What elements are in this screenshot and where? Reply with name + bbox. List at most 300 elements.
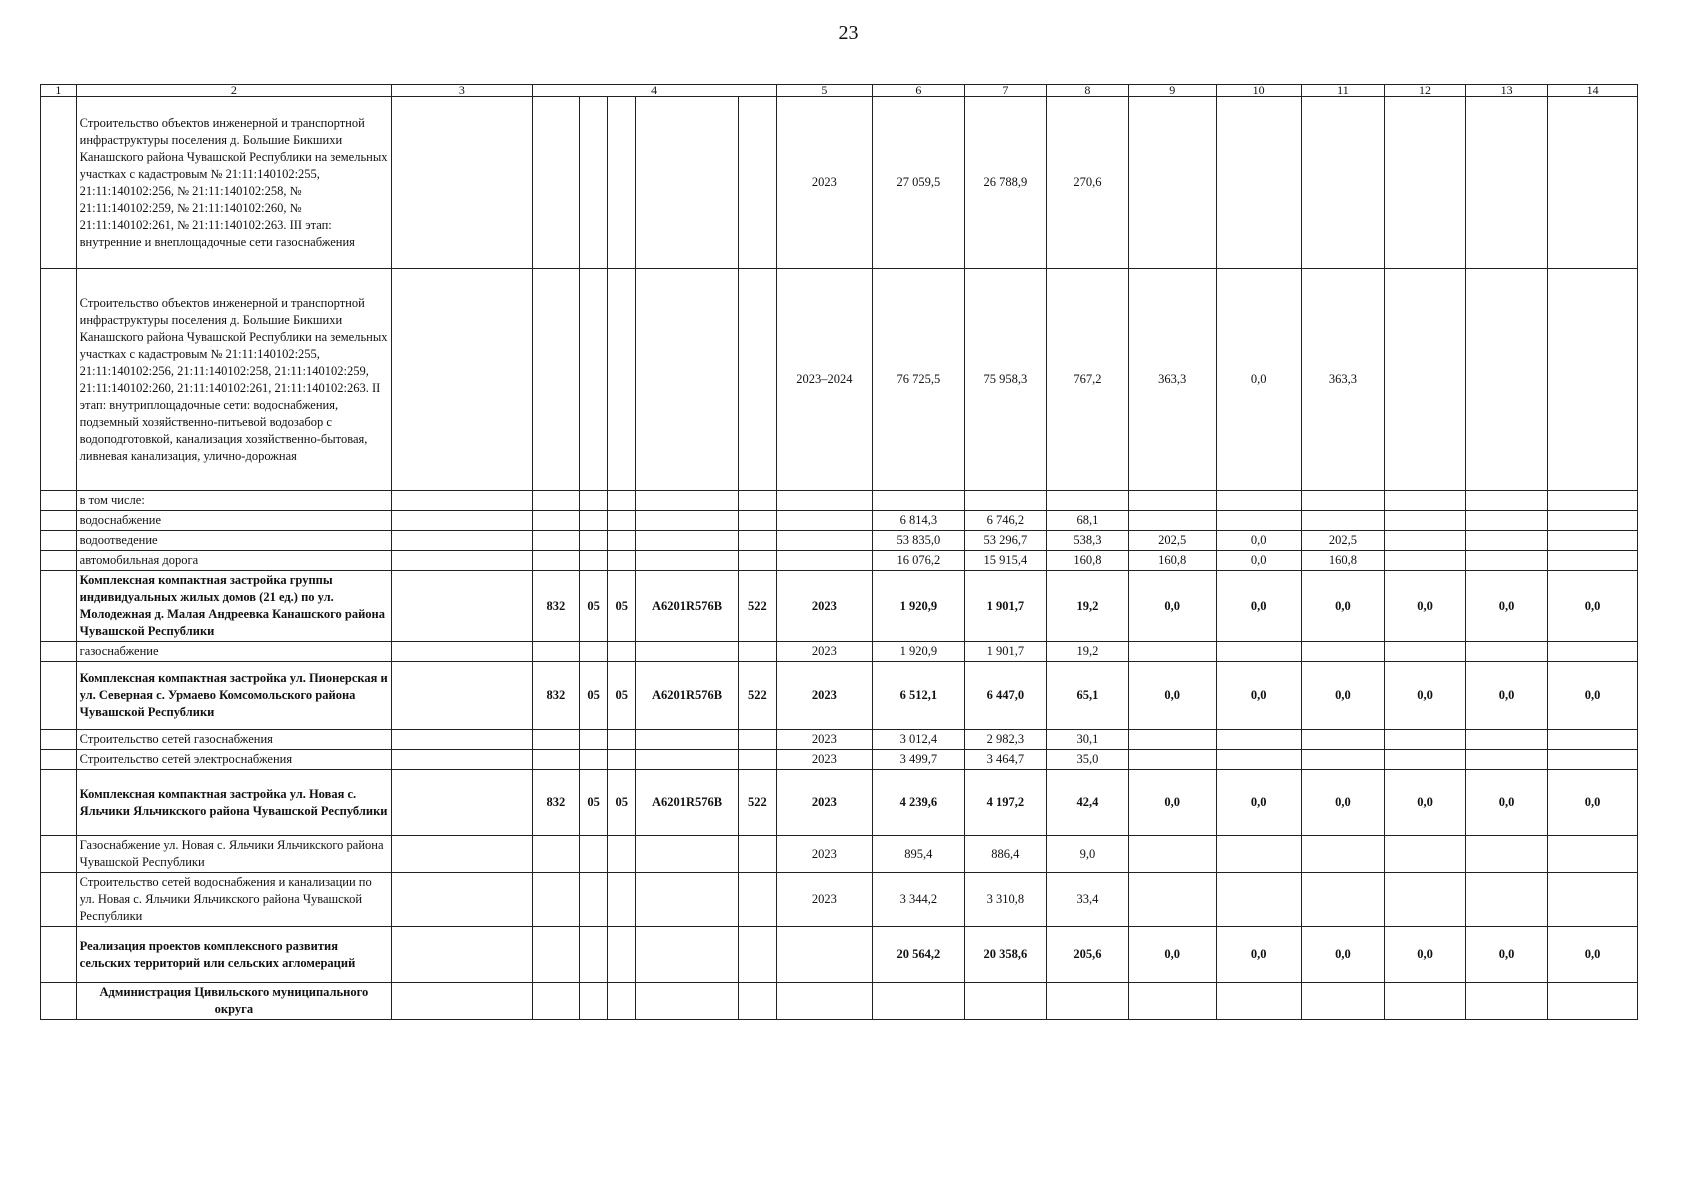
cell-c12: [1385, 551, 1466, 571]
cell-c13: [1466, 97, 1548, 269]
cell-pr: [608, 873, 636, 927]
cell-vr: 522: [738, 662, 776, 730]
row-number-cell: [41, 511, 77, 531]
cell-c7: 20 358,6: [964, 927, 1046, 983]
table-row: [41, 571, 1638, 642]
row-number-cell: [41, 730, 77, 750]
cell-c8: 65,1: [1046, 662, 1128, 730]
header-cell: 11: [1301, 85, 1384, 97]
cell-c9: 0,0: [1128, 662, 1216, 730]
cell-rz: [580, 836, 608, 873]
cell-year: 2023: [776, 873, 872, 927]
cell-c6: 3 499,7: [872, 750, 964, 770]
row-number-cell: [41, 836, 77, 873]
cell-pr: [608, 491, 636, 511]
cell-c14: [1548, 873, 1638, 927]
cell-c10: 0,0: [1216, 770, 1301, 836]
cell-c7: 15 915,4: [964, 551, 1046, 571]
cell-c7: 4 197,2: [964, 770, 1046, 836]
header-cell: 9: [1128, 85, 1216, 97]
cell-pr: [608, 983, 636, 1020]
cell-pr: [608, 642, 636, 662]
row-number-cell: [41, 571, 77, 642]
cell-vr: [738, 269, 776, 491]
cell-c6: 3 344,2: [872, 873, 964, 927]
col3-cell: [392, 662, 532, 730]
cell-c12: [1385, 531, 1466, 551]
table-row: [41, 770, 1638, 836]
cell-c9: 0,0: [1128, 927, 1216, 983]
cell-c12: [1385, 836, 1466, 873]
table-row: [41, 836, 1638, 873]
cell-c12: 0,0: [1385, 662, 1466, 730]
cell-year: [776, 511, 872, 531]
cell-c14: [1548, 511, 1638, 531]
cell-pr: [608, 531, 636, 551]
cell-year: 2023: [776, 836, 872, 873]
cell-c9: 0,0: [1128, 571, 1216, 642]
cell-csr: [636, 531, 739, 551]
row-number-cell: [41, 983, 77, 1020]
cell-grbs: [532, 269, 580, 491]
cell-c11: 160,8: [1301, 551, 1384, 571]
cell-c10: 0,0: [1216, 927, 1301, 983]
col3-cell: [392, 97, 532, 269]
cell-c8: [1046, 983, 1128, 1020]
row-number-cell: [41, 551, 77, 571]
cell-c8: 42,4: [1046, 770, 1128, 836]
cell-c6: [872, 491, 964, 511]
col3-cell: [392, 571, 532, 642]
cell-grbs: [532, 836, 580, 873]
cell-c9: [1128, 836, 1216, 873]
cell-rz: [580, 531, 608, 551]
cell-c11: [1301, 750, 1384, 770]
cell-c8: 767,2: [1046, 269, 1128, 491]
row-name: Комплексная компактная застройка ул. Пионерская и ул. Северная с. Урмаево Комсомольского района Чувашской Республики: [76, 662, 391, 730]
cell-c10: 0,0: [1216, 571, 1301, 642]
cell-rz: [580, 491, 608, 511]
cell-c8: 19,2: [1046, 642, 1128, 662]
cell-c9: [1128, 750, 1216, 770]
cell-pr: 05: [608, 571, 636, 642]
cell-vr: [738, 642, 776, 662]
cell-c14: 0,0: [1548, 927, 1638, 983]
col3-cell: [392, 551, 532, 571]
cell-pr: 05: [608, 770, 636, 836]
cell-c11: 363,3: [1301, 269, 1384, 491]
cell-csr: [636, 873, 739, 927]
cell-c11: 0,0: [1301, 927, 1384, 983]
cell-csr: [636, 927, 739, 983]
cell-c14: [1548, 531, 1638, 551]
col3-cell: [392, 269, 532, 491]
cell-c12: 0,0: [1385, 927, 1466, 983]
cell-grbs: [532, 730, 580, 750]
cell-c10: [1216, 983, 1301, 1020]
cell-c6: 6 512,1: [872, 662, 964, 730]
cell-c14: [1548, 750, 1638, 770]
cell-c7: 6 447,0: [964, 662, 1046, 730]
cell-c6: 27 059,5: [872, 97, 964, 269]
cell-rz: [580, 873, 608, 927]
cell-c13: [1466, 836, 1548, 873]
table-row: [41, 750, 1638, 770]
row-name: Строительство сетей водоснабжения и канализации по ул. Новая с. Яльчики Яльчикского района Чувашской Республики: [76, 873, 391, 927]
cell-c12: 0,0: [1385, 571, 1466, 642]
table-row: [41, 269, 1638, 491]
row-name: Строительство сетей электроснабжения: [76, 750, 391, 770]
col3-cell: [392, 642, 532, 662]
cell-c9: [1128, 873, 1216, 927]
cell-rz: [580, 750, 608, 770]
cell-pr: [608, 551, 636, 571]
row-name: Газоснабжение ул. Новая с. Яльчики Яльчикского района Чувашской Республики: [76, 836, 391, 873]
cell-grbs: [532, 551, 580, 571]
cell-csr: [636, 836, 739, 873]
cell-pr: [608, 730, 636, 750]
cell-c8: 9,0: [1046, 836, 1128, 873]
cell-c8: 205,6: [1046, 927, 1128, 983]
table-row: [41, 97, 1638, 269]
cell-c11: 0,0: [1301, 571, 1384, 642]
cell-rz: [580, 551, 608, 571]
cell-c11: [1301, 491, 1384, 511]
cell-c12: 0,0: [1385, 770, 1466, 836]
cell-year: 2023: [776, 642, 872, 662]
cell-c6: [872, 983, 964, 1020]
cell-c9: [1128, 983, 1216, 1020]
cell-c12: [1385, 983, 1466, 1020]
cell-vr: [738, 511, 776, 531]
cell-c12: [1385, 642, 1466, 662]
cell-c8: 19,2: [1046, 571, 1128, 642]
header-cell: 8: [1046, 85, 1128, 97]
cell-vr: [738, 983, 776, 1020]
cell-vr: 522: [738, 571, 776, 642]
cell-c7: 3 310,8: [964, 873, 1046, 927]
cell-c11: 202,5: [1301, 531, 1384, 551]
cell-csr: [636, 551, 739, 571]
header-row: [41, 85, 1638, 97]
row-number-cell: [41, 873, 77, 927]
col3-cell: [392, 730, 532, 750]
table-row: [41, 551, 1638, 571]
cell-year: 2023: [776, 770, 872, 836]
cell-csr: [636, 730, 739, 750]
page-number: 23: [838, 22, 859, 44]
row-name: газоснабжение: [76, 642, 391, 662]
header-cell: 6: [872, 85, 964, 97]
cell-c6: 16 076,2: [872, 551, 964, 571]
cell-c13: [1466, 491, 1548, 511]
cell-c12: [1385, 97, 1466, 269]
cell-c6: 3 012,4: [872, 730, 964, 750]
cell-c6: 4 239,6: [872, 770, 964, 836]
cell-c7: 26 788,9: [964, 97, 1046, 269]
cell-c10: 0,0: [1216, 531, 1301, 551]
cell-c7: 6 746,2: [964, 511, 1046, 531]
cell-rz: [580, 642, 608, 662]
cell-rz: [580, 927, 608, 983]
cell-c13: 0,0: [1466, 662, 1548, 730]
cell-c10: [1216, 97, 1301, 269]
cell-c10: [1216, 730, 1301, 750]
cell-csr: [636, 750, 739, 770]
cell-c7: 3 464,7: [964, 750, 1046, 770]
cell-c9: [1128, 511, 1216, 531]
cell-c11: [1301, 97, 1384, 269]
cell-csr: [636, 491, 739, 511]
cell-pr: 05: [608, 662, 636, 730]
cell-c13: [1466, 531, 1548, 551]
row-number-cell: [41, 770, 77, 836]
cell-csr: A6201R576B: [636, 571, 739, 642]
cell-vr: 522: [738, 770, 776, 836]
cell-c13: [1466, 551, 1548, 571]
cell-c14: [1548, 642, 1638, 662]
row-name: Строительство объектов инженерной и транспортной инфраструктуры поселения д. Большие Бикшихи Канашского района Чувашской Республики на земельных участках с кадастровым № 21:11:140102:255, 21:11:140102:256, № 21:11:140102:258, № 21:11:140102:259, № 21:11:140102:260, № 21:11:140102:261, № 21:11:140102:263. III этап: внутренние и внеплощадочные сети газоснабжения: [76, 97, 391, 269]
cell-vr: [738, 491, 776, 511]
cell-grbs: [532, 750, 580, 770]
cell-c12: [1385, 730, 1466, 750]
cell-c11: [1301, 836, 1384, 873]
cell-vr: [738, 730, 776, 750]
row-name: Строительство сетей газоснабжения: [76, 730, 391, 750]
cell-c14: [1548, 269, 1638, 491]
cell-c8: 270,6: [1046, 97, 1128, 269]
row-name: водоотведение: [76, 531, 391, 551]
cell-rz: [580, 97, 608, 269]
cell-c14: [1548, 97, 1638, 269]
cell-c11: [1301, 511, 1384, 531]
table-row: [41, 642, 1638, 662]
cell-c11: [1301, 873, 1384, 927]
cell-c7: [964, 983, 1046, 1020]
row-number-cell: [41, 97, 77, 269]
col3-cell: [392, 770, 532, 836]
cell-year: 2023: [776, 730, 872, 750]
cell-c8: 68,1: [1046, 511, 1128, 531]
cell-grbs: [532, 983, 580, 1020]
cell-c7: 2 982,3: [964, 730, 1046, 750]
cell-c8: 33,4: [1046, 873, 1128, 927]
cell-c12: [1385, 511, 1466, 531]
cell-grbs: [532, 511, 580, 531]
cell-c6: 895,4: [872, 836, 964, 873]
cell-c13: 0,0: [1466, 770, 1548, 836]
cell-c11: 0,0: [1301, 770, 1384, 836]
cell-c9: 202,5: [1128, 531, 1216, 551]
cell-csr: [636, 97, 739, 269]
cell-year: 2023–2024: [776, 269, 872, 491]
cell-c11: 0,0: [1301, 662, 1384, 730]
row-name: Строительство объектов инженерной и транспортной инфраструктуры поселения д. Большие Бикшихи Канашского района Чувашской Республики на земельных участках с кадастровым № 21:11:140102:255, 21:11:140102:256, 21:11:140102:258, 21:11:140102:259, 21:11:140102:260, 21:11:140102:261, 21:11:140102:263. II этап: внутриплощадочные сети: водоснабжения, подземный хозяйственно-питьевой водозабор с водоподготовкой, канализация хозяйственно-бытовая, ливневая канализация, улично-дорожная: [76, 269, 391, 491]
col3-cell: [392, 927, 532, 983]
cell-c10: 0,0: [1216, 551, 1301, 571]
row-number-cell: [41, 927, 77, 983]
col3-cell: [392, 836, 532, 873]
row-number-cell: [41, 491, 77, 511]
table-row: [41, 511, 1638, 531]
row-name: Администрация Цивильского муниципального округа: [76, 983, 391, 1020]
cell-grbs: [532, 642, 580, 662]
cell-c12: [1385, 491, 1466, 511]
cell-vr: [738, 551, 776, 571]
header-cell: 10: [1216, 85, 1301, 97]
cell-rz: [580, 983, 608, 1020]
cell-grbs: [532, 927, 580, 983]
cell-c12: [1385, 750, 1466, 770]
cell-c9: 0,0: [1128, 770, 1216, 836]
col3-cell: [392, 873, 532, 927]
row-name: Комплексная компактная застройка группы индивидуальных жилых домов (21 ед.) по ул. Молодежная д. Малая Андреевка Канашского района Чувашской Республики: [76, 571, 391, 642]
cell-c12: [1385, 873, 1466, 927]
header-cell: 14: [1548, 85, 1638, 97]
cell-pr: [608, 836, 636, 873]
cell-rz: [580, 269, 608, 491]
table-row: [41, 491, 1638, 511]
cell-c13: [1466, 269, 1548, 491]
cell-c13: [1466, 983, 1548, 1020]
col3-cell: [392, 983, 532, 1020]
cell-c7: 886,4: [964, 836, 1046, 873]
cell-c10: [1216, 511, 1301, 531]
header-cell: 4: [532, 85, 776, 97]
cell-c6: 6 814,3: [872, 511, 964, 531]
row-number-cell: [41, 642, 77, 662]
col3-cell: [392, 511, 532, 531]
cell-c9: 363,3: [1128, 269, 1216, 491]
row-name: Комплексная компактная застройка ул. Новая с. Яльчики Яльчикского района Чувашской Республики: [76, 770, 391, 836]
cell-c14: [1548, 551, 1638, 571]
table-row: [41, 531, 1638, 551]
row-name: автомобильная дорога: [76, 551, 391, 571]
cell-c6: 1 920,9: [872, 642, 964, 662]
budget-table: [40, 84, 1638, 1020]
cell-c14: 0,0: [1548, 662, 1638, 730]
cell-c13: 0,0: [1466, 927, 1548, 983]
cell-grbs: 832: [532, 662, 580, 730]
cell-csr: [636, 511, 739, 531]
cell-csr: [636, 983, 739, 1020]
table-row: [41, 873, 1638, 927]
cell-c8: 35,0: [1046, 750, 1128, 770]
header-cell: 7: [964, 85, 1046, 97]
cell-c6: 53 835,0: [872, 531, 964, 551]
cell-csr: A6201R576B: [636, 662, 739, 730]
cell-c10: [1216, 642, 1301, 662]
row-name: в том числе:: [76, 491, 391, 511]
cell-rz: [580, 511, 608, 531]
cell-pr: [608, 97, 636, 269]
cell-grbs: [532, 531, 580, 551]
table-row: [41, 662, 1638, 730]
cell-c11: [1301, 730, 1384, 750]
cell-vr: [738, 927, 776, 983]
cell-c12: [1385, 269, 1466, 491]
cell-c10: [1216, 491, 1301, 511]
cell-pr: [608, 927, 636, 983]
cell-year: [776, 531, 872, 551]
cell-vr: [738, 531, 776, 551]
cell-year: 2023: [776, 662, 872, 730]
cell-vr: [738, 97, 776, 269]
cell-c7: [964, 491, 1046, 511]
cell-vr: [738, 750, 776, 770]
cell-c8: 538,3: [1046, 531, 1128, 551]
cell-year: [776, 551, 872, 571]
cell-c10: 0,0: [1216, 269, 1301, 491]
cell-year: [776, 983, 872, 1020]
cell-rz: 05: [580, 662, 608, 730]
cell-c7: 53 296,7: [964, 531, 1046, 551]
header-cell: 13: [1466, 85, 1548, 97]
cell-c13: [1466, 642, 1548, 662]
cell-c13: [1466, 873, 1548, 927]
cell-c6: 20 564,2: [872, 927, 964, 983]
col3-cell: [392, 750, 532, 770]
cell-c9: [1128, 491, 1216, 511]
cell-c9: 160,8: [1128, 551, 1216, 571]
cell-c9: [1128, 642, 1216, 662]
cell-grbs: 832: [532, 770, 580, 836]
cell-rz: 05: [580, 770, 608, 836]
table-row: [41, 927, 1638, 983]
cell-c10: 0,0: [1216, 662, 1301, 730]
table-row: [41, 730, 1638, 750]
cell-c14: 0,0: [1548, 571, 1638, 642]
table-row: [41, 983, 1638, 1020]
cell-rz: [580, 730, 608, 750]
cell-year: 2023: [776, 750, 872, 770]
cell-rz: 05: [580, 571, 608, 642]
cell-csr: [636, 269, 739, 491]
cell-c13: [1466, 511, 1548, 531]
row-name: Реализация проектов комплексного развития сельских территорий или сельских агломераций: [76, 927, 391, 983]
cell-year: 2023: [776, 571, 872, 642]
cell-pr: [608, 269, 636, 491]
cell-c8: 30,1: [1046, 730, 1128, 750]
cell-c14: 0,0: [1548, 770, 1638, 836]
header-cell: 12: [1385, 85, 1466, 97]
cell-c8: 160,8: [1046, 551, 1128, 571]
cell-c10: [1216, 873, 1301, 927]
row-number-cell: [41, 750, 77, 770]
cell-c11: [1301, 983, 1384, 1020]
cell-pr: [608, 511, 636, 531]
cell-c14: [1548, 983, 1638, 1020]
cell-c6: 1 920,9: [872, 571, 964, 642]
cell-year: 2023: [776, 97, 872, 269]
cell-grbs: [532, 97, 580, 269]
header-cell: 1: [41, 85, 77, 97]
header-cell: 2: [76, 85, 391, 97]
cell-c10: [1216, 836, 1301, 873]
cell-year: [776, 491, 872, 511]
header-cell: 3: [392, 85, 532, 97]
row-number-cell: [41, 531, 77, 551]
cell-vr: [738, 836, 776, 873]
cell-c10: [1216, 750, 1301, 770]
col3-cell: [392, 531, 532, 551]
cell-c9: [1128, 730, 1216, 750]
cell-csr: [636, 642, 739, 662]
cell-c14: [1548, 730, 1638, 750]
cell-pr: [608, 750, 636, 770]
cell-year: [776, 927, 872, 983]
cell-grbs: [532, 491, 580, 511]
